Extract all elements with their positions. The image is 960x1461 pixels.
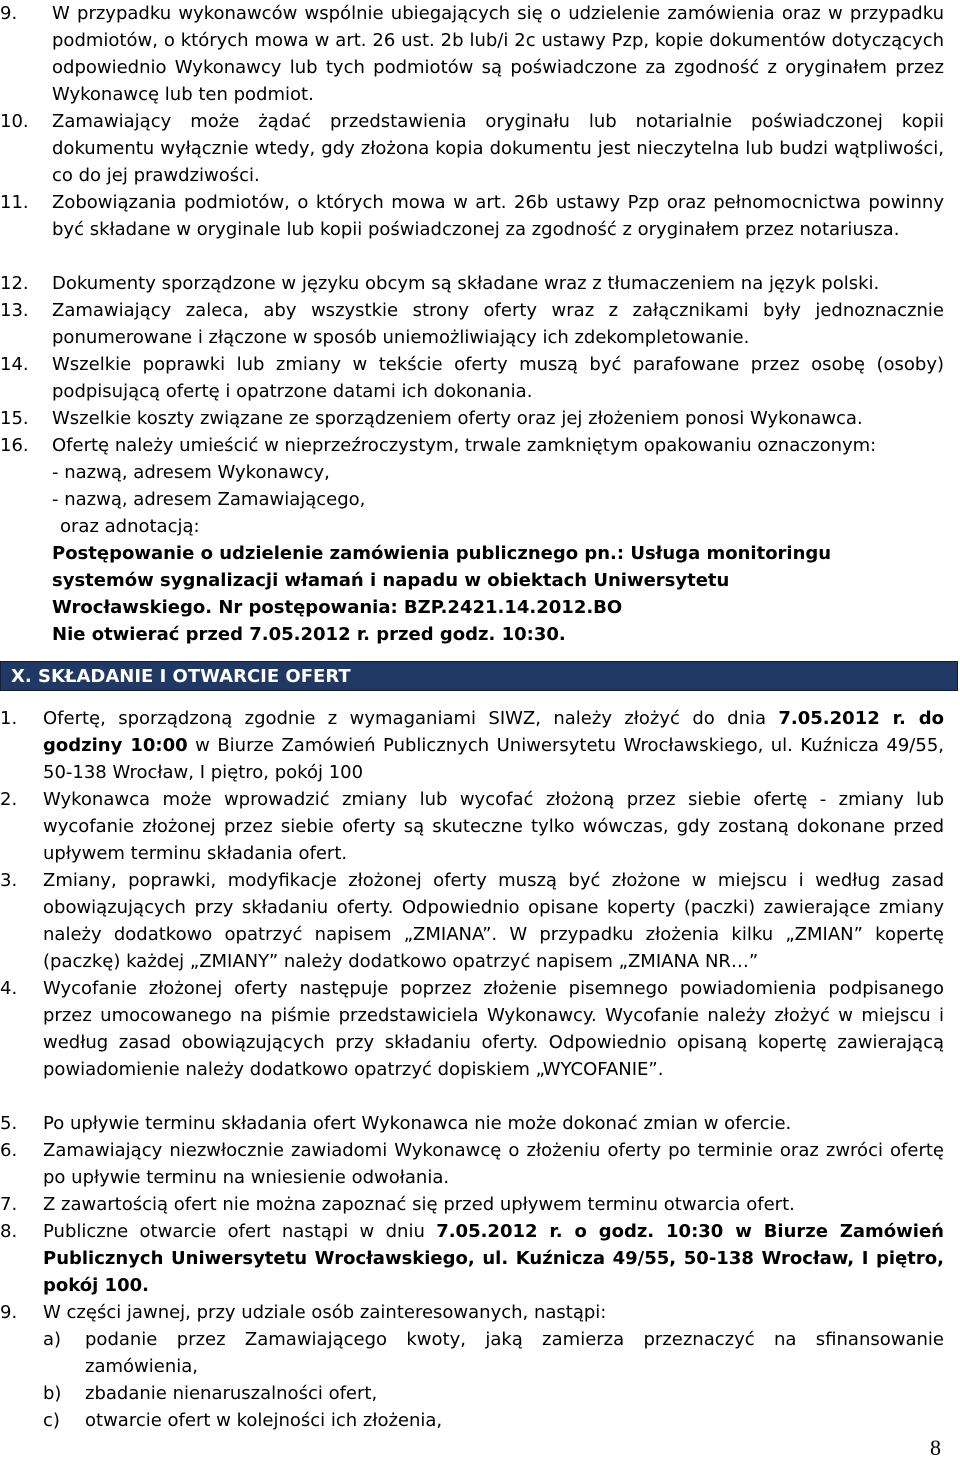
item-number: 8.: [0, 1221, 18, 1242]
item-number: 4.: [0, 978, 18, 999]
item-text-normal: Publiczne otwarcie ofert nastąpi w dniu: [43, 1221, 437, 1242]
envelope-line-ordering-party: - nazwą, adresem Zamawiającego,: [52, 489, 366, 510]
list-item: [0, 1137, 944, 1191]
item-text: Wycofanie złożonej oferty następuje poprzez złożenie pisemnego powiadomienia podpisanego przez umocowanego na piśmie przedstawiciela Wykonawcy. Wycofanie należy złożyć w miejscu i według zasad obowiązujących przy składaniu oferty. Odpowiednio opisaną kopertę zawierającą powiadomienie należy dodatkowo opatrzyć dopiskiem „WYCOFANIE”.: [43, 978, 944, 1080]
sub-list-item: [43, 1407, 944, 1434]
list-item: [0, 975, 944, 1083]
item-text: Zamawiający może żądać przedstawienia oryginału lub notarialnie poświadczonej kopii dokumentu wyłącznie wtedy, gdy złożona kopia dokumentu jest nieczytelna lub budzi wątpliwości, co do jej prawdziwości.: [52, 111, 944, 186]
item-text-normal: Ofertę, sporządzoną zgodnie z wymaganiami SIWZ, należy złożyć do dnia: [43, 708, 779, 729]
item-number: 3.: [0, 870, 18, 891]
item-number: 2.: [0, 789, 18, 810]
item-text: [43, 705, 944, 786]
item-number: 12.: [0, 273, 29, 294]
sub-item-text: podanie przez Zamawiającego kwoty, jaką zamierza przeznaczyć na sfinansowanie zamówienia,: [85, 1329, 944, 1377]
item-text: Wszelkie poprawki lub zmiany w tekście oferty muszą być parafowane przez osobę (osoby) podpisującą ofertę i opatrzone datami ich dokonania.: [52, 354, 944, 402]
item-number: 11.: [0, 192, 29, 213]
item-text: Dokumenty sporządzone w języku obcym są składane wraz z tłumaczeniem na język polski.: [52, 273, 880, 294]
page-number: 8: [930, 1435, 941, 1460]
envelope-line-contractor: - nazwą, adresem Wykonawcy,: [52, 462, 330, 483]
list-item: [0, 1191, 944, 1218]
item-text-bold: 7.05.2012 r. o godz. 10:30 w Biurze Zamówień Publicznych Uniwersytetu Wrocławskiego, ul. Kuźnicza 49/55, 50-138 Wrocław, I piętro, pokój 100.: [43, 1221, 944, 1296]
item-text: W przypadku wykonawców wspólnie ubiegających się o udzielenie zamówienia oraz w przypadku podmiotów, o których mowa w art. 26 ust. 2b lub/i 2c ustawy Pzp, kopie dokumentów dotyczących odpowiednio Wykonawcy lub tych podmiotów są poświadczone za zgodność z oryginałem przez Wykonawcę lub ten podmiot.: [52, 3, 944, 105]
list-item: [0, 270, 944, 297]
list-item: [0, 1218, 944, 1299]
list-item: [0, 867, 944, 975]
item-text: [43, 1218, 944, 1299]
item-text: Zamawiający zaleca, aby wszystkie strony oferty wraz z załącznikami były jednoznacznie ponumerowane i złączone w sposób uniemożliwiający ich zdekompletowanie.: [52, 300, 944, 348]
envelope-procedure-title: Postępowanie o udzielenie zamówienia publicznego pn.: Usługa monitoringu: [52, 543, 832, 564]
envelope-procedure-number: Wrocławskiego. Nr postępowania: BZP.2421.14.2012.BO: [52, 597, 623, 618]
list-item: [0, 297, 944, 351]
envelope-line-annotation: oraz adnotacją:: [60, 516, 200, 537]
list-item: [0, 351, 944, 405]
list-item: [0, 1110, 944, 1137]
item-text: Zobowiązania podmiotów, o których mowa w art. 26b ustawy Pzp oraz pełnomocnictwa powinny być składane w oryginale lub kopii poświadczonej za zgodność z oryginałem przez notariusza.: [52, 192, 944, 240]
sub-item-letter: a): [43, 1329, 62, 1350]
sub-item-letter: b): [43, 1383, 62, 1404]
item-number: 9.: [0, 3, 18, 24]
item-text: Zamawiający niezwłocznie zawiadomi Wykonawcę o złożeniu oferty po terminie oraz zwróci ofertę po upływie terminu na wniesienie odwołania.: [43, 1140, 944, 1188]
item-number: 7.: [0, 1194, 18, 1215]
item-number: 1.: [0, 708, 18, 729]
item-number: 14.: [0, 354, 29, 375]
item-number: 10.: [0, 111, 29, 132]
item-text: Zmiany, poprawki, modyfikacje złożonej oferty muszą być złożone w miejscu i według zasad obowiązujących przy składaniu oferty. Odpowiednio opisane koperty (paczki) zawierające zmiany należy dodatkowo opatrzyć napisem „ZMIANA”. W przypadku złożenia kilku „ZMIAN” kopertę (paczkę) każdej „ZMIANY” należy dodatkowo opatrzyć napisem „ZMIANA NR…”: [43, 870, 944, 972]
envelope-procedure-title-2: systemów sygnalizacji włamań i napadu w obiektach Uniwersytetu: [52, 570, 730, 591]
item-text: Po upływie terminu składania ofert Wykonawca nie może dokonać zmian w ofercie.: [43, 1113, 792, 1134]
item-number: 6.: [0, 1140, 18, 1161]
sub-item-letter: c): [43, 1410, 60, 1431]
item-text-bold: 7.05.2012 r. do godziny 10:00: [43, 708, 944, 756]
item-text: Wszelkie koszty związane ze sporządzeniem oferty oraz jej złożeniem ponosi Wykonawca.: [52, 408, 863, 429]
sub-list-item: [43, 1380, 944, 1407]
item-number: 15.: [0, 408, 29, 429]
list-item: [0, 705, 944, 786]
list-item: [0, 1299, 944, 1326]
item-text: W części jawnej, przy udziale osób zainteresowanych, nastąpi:: [43, 1302, 607, 1323]
item-text: Z zawartością ofert nie można zapoznać się przed upływem terminu otwarcia ofert.: [43, 1194, 795, 1215]
section-heading: [0, 661, 958, 691]
item-text-normal: w Biurze Zamówień Publicznych Uniwersytetu Wrocławskiego, ul. Kuźnicza 49/55, 50-138 Wrocław, I piętro, pokój 100: [43, 735, 944, 783]
list-item: [0, 189, 944, 243]
list-item: [0, 108, 944, 189]
item-number: 5.: [0, 1113, 18, 1134]
list-item: [0, 786, 944, 867]
list-item: [0, 405, 944, 432]
envelope-do-not-open: Nie otwierać przed 7.05.2012 r. przed godz. 10:30.: [52, 624, 566, 645]
section-heading-text: X. SKŁADANIE I OTWARCIE OFERT: [11, 666, 351, 687]
item-text: Wykonawca może wprowadzić zmiany lub wycofać złożoną przez siebie ofertę - zmiany lub wycofanie złożonej przez siebie oferty są skuteczne tylko wówczas, gdy zostaną dokonane przed upływem terminu składania ofert.: [43, 789, 944, 864]
item-number: 16.: [0, 435, 29, 456]
item-text: Ofertę należy umieścić w nieprzeźroczystym, trwale zamkniętym opakowaniu oznaczonym:: [52, 435, 877, 456]
list-item: [0, 0, 944, 108]
item-number: 13.: [0, 300, 29, 321]
item-number: 9.: [0, 1302, 18, 1323]
sub-item-text: otwarcie ofert w kolejności ich złożenia,: [85, 1410, 443, 1431]
list-item: [0, 432, 944, 459]
sub-item-text: zbadanie nienaruszalności ofert,: [85, 1383, 378, 1404]
sub-list-item: [43, 1326, 944, 1380]
